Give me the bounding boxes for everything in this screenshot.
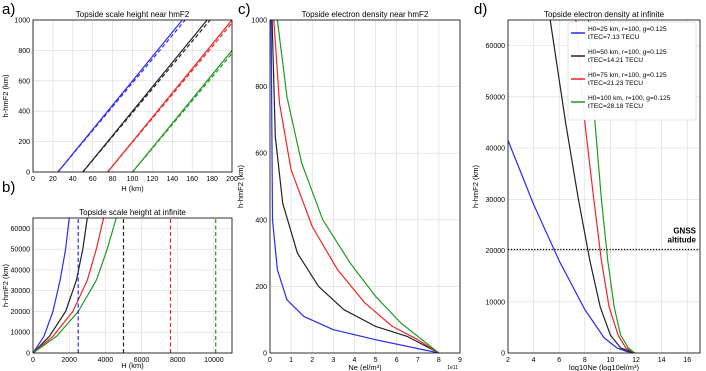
chart-title: Topside electron density at infinite <box>543 10 665 19</box>
y-tick-label: 400 <box>255 217 267 225</box>
x-tick-label: 3 <box>331 357 336 364</box>
panel-label: c) <box>238 1 251 18</box>
panel-label: d) <box>474 1 488 18</box>
x-tick-label: 6000 <box>133 357 150 364</box>
chart-title: Topside scale height near hmF2 <box>75 10 190 19</box>
x-tick-label: 200 <box>226 176 238 183</box>
series-group-c <box>271 20 439 353</box>
gnss-annotation: GNSS <box>673 226 696 236</box>
x-tick-label: 6 <box>394 357 399 364</box>
x-tick-label: 0 <box>31 176 35 183</box>
legend-entry-tec: tTEC=21.23 TECU <box>588 80 644 87</box>
gnss-annotation: altitude <box>667 235 696 245</box>
x-tick-label: 16 <box>683 357 692 364</box>
y-tick-label: 60000 <box>10 225 30 233</box>
x-tick-label: 140 <box>166 176 179 183</box>
grid-b <box>33 218 232 353</box>
x-tick-label: 2 <box>310 357 315 364</box>
x-axis-label: H (km) <box>121 361 144 370</box>
y-tick-label: 0 <box>26 350 30 358</box>
y-tick-label: 800 <box>255 84 267 92</box>
y-axis-label: h-hmF2 (km) <box>236 165 245 208</box>
x-tick-label: 2000 <box>61 357 77 364</box>
y-tick-label: 800 <box>18 47 30 55</box>
y-tick-label: 60000 <box>485 43 505 51</box>
legend-entry-label: H0=100 km, r=100, g=0.125 <box>588 95 671 102</box>
series-line <box>83 20 210 172</box>
x-tick-label: 9 <box>458 357 462 364</box>
y-tick-label: 50000 <box>485 94 505 102</box>
series-group-a <box>58 20 232 172</box>
x-tick-label: 10000 <box>204 357 224 364</box>
legend <box>568 22 696 120</box>
y-tick-label: 200 <box>255 283 267 291</box>
y-tick-label: 600 <box>255 150 267 158</box>
panel-d <box>471 1 700 371</box>
y-tick-label: 30000 <box>485 196 505 204</box>
x-tick-label: 180 <box>206 176 218 183</box>
y-tick-label: 10000 <box>485 299 505 307</box>
y-tick-label: 0 <box>263 350 267 358</box>
y-axis-label: h-hmF2 (km) <box>471 165 480 208</box>
y-tick-label: 1000 <box>251 17 267 25</box>
x-axis-label: H (km) <box>121 184 144 193</box>
series-group-b <box>33 218 216 353</box>
series-line <box>108 23 232 172</box>
y-tick-label: 200 <box>18 139 30 147</box>
x-tick-label: 0 <box>268 357 272 364</box>
panel-label: b) <box>2 179 16 196</box>
panel-a <box>1 1 238 193</box>
x-tick-label: 10 <box>606 357 615 364</box>
series-line <box>508 140 635 353</box>
y-axis-label: h-hmF2 (km) <box>1 264 10 307</box>
x-tick-label: 0 <box>31 357 35 364</box>
y-tick-label: 40000 <box>10 267 30 275</box>
x-tick-label: 14 <box>657 357 666 364</box>
y-tick-label: 400 <box>18 108 30 116</box>
x-tick-label: 8000 <box>169 357 186 364</box>
panel-b <box>1 179 232 370</box>
axes-frame <box>33 218 232 353</box>
legend-entry-tec: tTEC=28.18 TECU <box>588 103 644 110</box>
y-tick-label: 20000 <box>10 308 30 316</box>
x-tick-label: 20 <box>49 176 57 183</box>
x-tick-label: 6 <box>557 357 562 364</box>
legend-entry-label: H0=25 km, r=100, g=0.125 <box>588 26 667 33</box>
legend-entry-tec: tTEC=7.13 TECU <box>588 34 640 41</box>
x-axis-multiplier: 1e11 <box>447 365 458 371</box>
x-tick-label: 100 <box>126 176 139 183</box>
x-tick-label: 4000 <box>97 357 114 364</box>
chart-title: Topside scale height at infinite <box>79 208 186 217</box>
y-axis-label: h-hmF2 (km) <box>1 74 10 118</box>
x-tick-label: 160 <box>186 176 199 183</box>
x-axis-label: Ne (el/m³) <box>348 363 382 371</box>
y-tick-label: 600 <box>18 78 30 86</box>
x-tick-label: 120 <box>146 176 159 183</box>
y-tick-label: 0 <box>501 350 505 358</box>
y-tick-label: 1000 <box>14 17 30 25</box>
legend-entry-tec: tTEC=14.21 TECU <box>588 57 644 64</box>
y-tick-label: 0 <box>26 169 30 177</box>
panel-label: a) <box>2 1 16 18</box>
series-line <box>58 20 185 172</box>
x-tick-label: 4 <box>352 357 357 364</box>
series-line <box>133 53 233 172</box>
x-tick-label: 5 <box>373 357 378 364</box>
x-axis-label: log10Ne (log10el/m³) <box>568 363 640 371</box>
series-line <box>271 20 439 353</box>
x-tick-label: 40 <box>68 176 77 183</box>
x-tick-label: 2 <box>506 357 510 364</box>
y-tick-label: 40000 <box>485 145 505 153</box>
chart-title: Topside electron density near hmF2 <box>301 10 429 19</box>
y-tick-label: 50000 <box>10 246 30 254</box>
x-tick-label: 80 <box>108 176 117 183</box>
series-line <box>277 20 439 353</box>
series-line <box>274 20 439 353</box>
x-tick-label: 8 <box>436 357 441 364</box>
grid-a <box>33 20 232 172</box>
x-tick-label: 12 <box>632 357 640 364</box>
x-tick-label: 60 <box>88 176 97 183</box>
x-tick-label: 4 <box>531 357 536 364</box>
x-tick-label: 7 <box>415 357 420 364</box>
y-tick-label: 20000 <box>485 248 505 256</box>
y-tick-label: 10000 <box>10 329 30 337</box>
panel-c <box>236 1 462 371</box>
x-tick-label: 8 <box>582 357 587 364</box>
legend-entry-label: H0=75 km, r=100, g=0.125 <box>588 72 667 79</box>
y-tick-label: 30000 <box>10 288 30 296</box>
legend-entry-label: H0=50 km, r=100, g=0.125 <box>588 49 667 56</box>
x-tick-label: 1 <box>289 357 294 364</box>
